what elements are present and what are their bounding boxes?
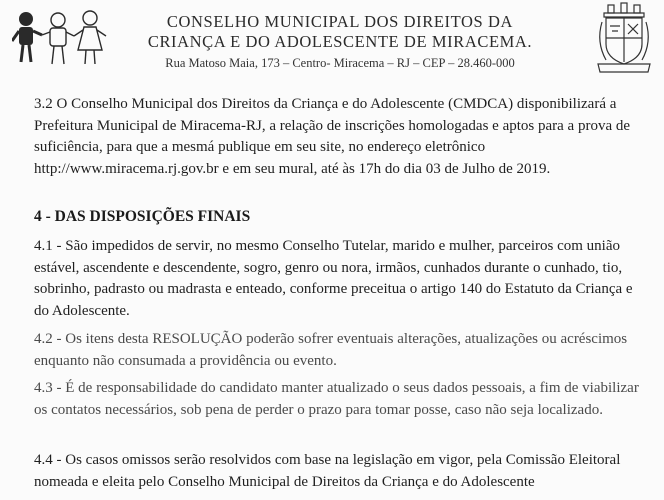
paragraph-4-3: 4.3 - É de responsabilidade do candidato manter atualizado o seus dados pessoais, a fim de viabilizar os contatos necessários, sob pena de perder o prazo para tomar posse, caso não seja localizado. — [34, 380, 639, 418]
council-name-line2: CRIANÇA E DO ADOLESCENTE DE MIRACEMA. — [147, 32, 533, 51]
paragraph-4-1: 4.1 - São impedidos de servir, no mesmo Conselho Tutelar, marido e mulher, parceiros com união estável, ascendente e descendente, sogro, genro ou nora, irmãos, cunhados durante o cunhado, tio, sobrinho, padrasto ou madrasta e enteado, conforme preceitua o artigo 140 do Estatuto da Criança e do Adolescente. — [34, 238, 633, 319]
section-heading-4: 4 - DAS DISPOSIÇÕES FINAIS — [34, 208, 251, 225]
council-name-line1: CONSELHO MUNICIPAL DOS DIREITOS DA — [166, 12, 514, 31]
paragraph-3-2: 3.2 O Conselho Municipal dos Direitos da Criança e do Adolescente (CMDCA) disponibilizará a Prefeitura Municipal de Miracema-RJ, a relação de inscrições homologadas e aptos para a prova de suficiência, para que a mesmá publique em seu site, no endereço eletrônico http://www.miracema.rj.gov.br e em seu mural, até às 17h do dia 03 de Julho de 2019. — [34, 96, 631, 177]
paragraph-4-2: 4.2 - Os itens desta RESOLUÇÃO poderão sofrer eventuais alterações, atualizações ou acréscimos enquanto não consumada a providência ou evento. — [34, 331, 628, 369]
miracema-crest-icon — [594, 2, 654, 76]
paragraph-4-4: 4.4 - Os casos omissos serão resolvidos com base na legislação em vigor, pela Comissão Eleitoral nomeada e eleita pelo Conselho Municipal de Direitos da Criança e do Adolescente — [34, 452, 621, 490]
letterhead — [120, 12, 560, 71]
children-logo-icon — [12, 8, 132, 70]
council-address: Rua Matoso Maia, 173 – Centro- Miracema – RJ – CEP – 28.460-000 — [165, 56, 515, 70]
